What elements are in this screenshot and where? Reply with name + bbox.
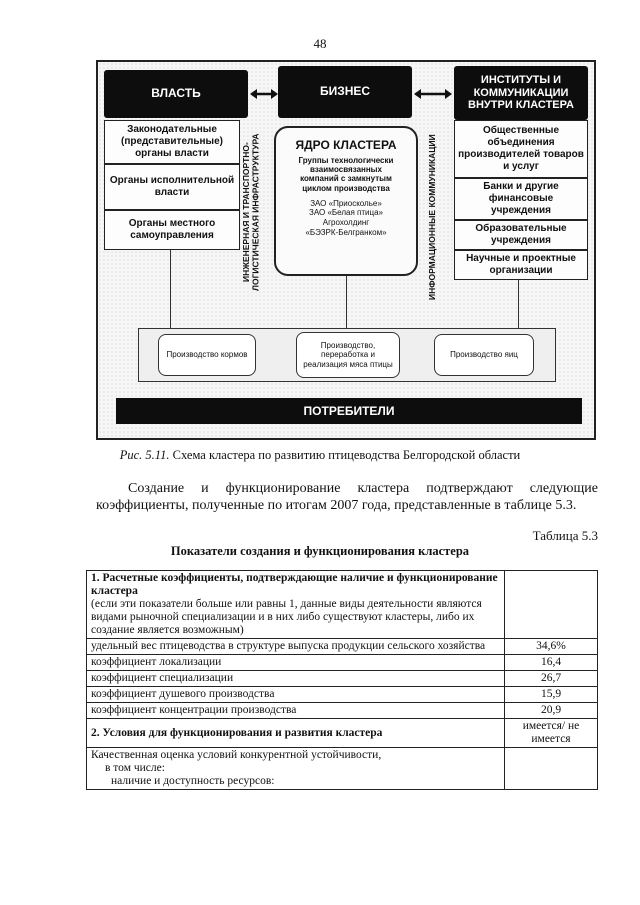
institutions-item-associations: Общественные объединения производителей товаров и услуг: [454, 120, 588, 178]
section1-title: 1. Расчетные коэффициенты, подтверждающие наличие и функционирование кластера: [91, 572, 498, 597]
section2-value: имеется/ не имеется: [505, 719, 598, 748]
table-row: [87, 748, 598, 790]
table-row: [87, 571, 598, 639]
institutions-item-science: Научные и проектные организации: [454, 250, 588, 280]
core-company: ЗАО «Белая птица»: [309, 208, 383, 218]
indicators-table: [86, 570, 598, 790]
table-title: Показатели создания и функционирования кластера: [170, 544, 470, 558]
power-business-arrow: [250, 87, 278, 101]
section2-title: 2. Условия для функционирования и развития кластера: [87, 719, 505, 748]
section1-cell: [87, 571, 505, 639]
table-row: [87, 719, 598, 748]
production-feed: Производство кормов: [158, 334, 256, 376]
row-label: удельный вес птицеводства в структуре выпуска продукции сельского хозяйства: [87, 639, 505, 655]
table-row: [87, 703, 598, 719]
row-label: коэффициент концентрации производства: [87, 703, 505, 719]
connector-line: [170, 250, 171, 328]
production-poultry-meat: Производство, переработка и реализация мяса птицы: [296, 332, 400, 378]
core-companies: [276, 199, 416, 237]
table-row: [87, 639, 598, 655]
infrastructure-label: ИНЖЕНЕРНАЯ И ТРАНСПОРТНО- ЛОГИСТИЧЕСКАЯ ИНФРАСТРУКТУРА: [241, 133, 261, 291]
section1-value: [505, 571, 598, 639]
power-item-legislative: Законодательные (представительные) органы власти: [104, 120, 240, 164]
power-header: ВЛАСТЬ: [104, 70, 248, 118]
page-number: 48: [313, 36, 327, 51]
row-value: 16,4: [505, 655, 598, 671]
institutions-item-education: Образовательные учреждения: [454, 220, 588, 250]
core-company: «БЭЗРК-Белгранком»: [305, 227, 387, 237]
row-label: коэффициент специализации: [87, 671, 505, 687]
quality-cell: [87, 748, 505, 790]
row-value: 34,6%: [505, 639, 598, 655]
quality-line: наличие и доступность ресурсов:: [111, 775, 275, 787]
table-label: Таблица 5.3: [532, 528, 598, 543]
table-row: [87, 671, 598, 687]
core-title: ЯДРО КЛАСТЕРА: [295, 138, 397, 152]
institutions-item-banks: Банки и другие финансовые учреждения: [454, 178, 588, 220]
core-company: Агрохолдинг: [322, 217, 370, 227]
row-label: коэффициент локализации: [87, 655, 505, 671]
row-value: 15,9: [505, 687, 598, 703]
core-company: ЗАО «Приосколье»: [310, 198, 382, 208]
cluster-core: [274, 126, 418, 276]
power-item-executive: Органы исполнительной власти: [104, 164, 240, 210]
row-value: 20,9: [505, 703, 598, 719]
core-description: Группы технологически взаимосвязанных компаний с замкнутым циклом производства: [298, 156, 394, 193]
row-value: 26,7: [505, 671, 598, 687]
section1-note: (если эти показатели больше или равны 1, данные виды деятельности являются видами рыночной специализации и в них либо существуют кластеры, либо их создание является возможным): [91, 598, 482, 636]
caption-text: Схема кластера по развитию птицеводства Белгородской области: [172, 448, 521, 462]
quality-line: Качественная оценка условий конкурентной устойчивости,: [91, 749, 382, 761]
quality-value: [505, 748, 598, 790]
table-row: [87, 687, 598, 703]
table-row: [87, 655, 598, 671]
production-eggs: Производство яиц: [434, 334, 534, 376]
connector-line: [518, 280, 519, 328]
quality-line: в том числе:: [105, 762, 165, 774]
institutions-header: ИНСТИТУТЫ И КОММУНИКАЦИИ ВНУТРИ КЛАСТЕРА: [454, 66, 588, 120]
business-institutions-arrow: [414, 87, 452, 101]
row-label: коэффициент душевого производства: [87, 687, 505, 703]
information-label: ИНФОРМАЦИОННЫЕ КОММУНИКАЦИИ: [427, 134, 437, 300]
body-paragraph: Создание и функционирование кластера подтверждают следующие коэффициенты, полученные по итогам 2007 года, представленные в таблице 5.3.: [96, 481, 598, 513]
consumers-bar: ПОТРЕБИТЕЛИ: [116, 398, 582, 424]
connector-line: [346, 276, 347, 328]
caption-label: Рис. 5.11.: [119, 448, 170, 462]
figure-caption: [0, 448, 640, 463]
cluster-diagram: [96, 60, 596, 440]
power-item-local: Органы местного самоуправления: [104, 210, 240, 250]
business-header: БИЗНЕС: [278, 66, 412, 118]
